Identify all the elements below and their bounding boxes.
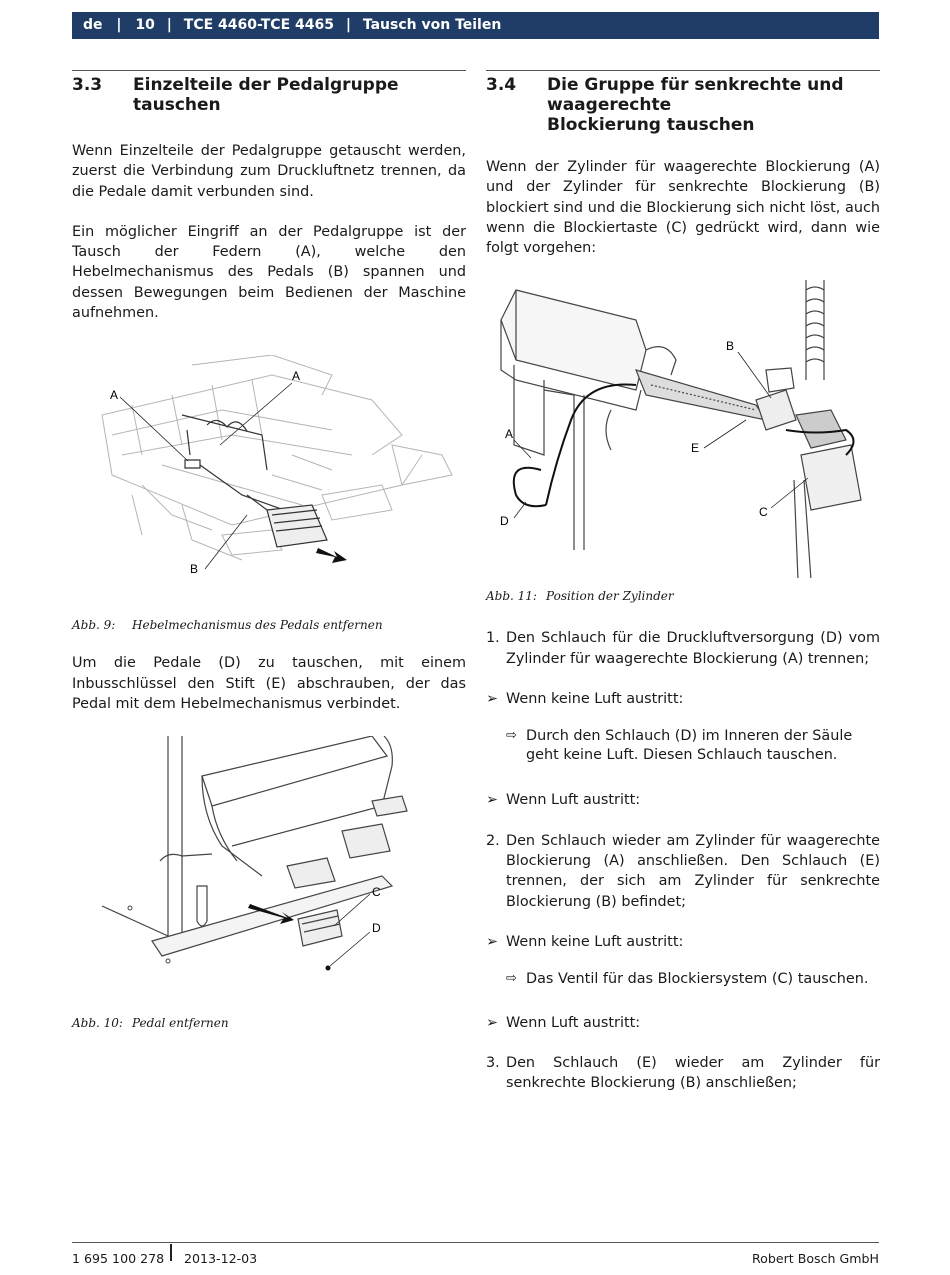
section-rule [72, 70, 466, 71]
paragraph: Ein möglicher Eingriff an der Pedalgruppe ist der Tausch der Federn (A), welche den Hebelmechanismus des Pedals (B) spannen und dessen Bewegungen beim Bedienen der Maschine aufnehmen. [72, 223, 466, 322]
figure-9 [72, 355, 466, 603]
callout-label: D [500, 514, 509, 529]
cylinder-position-illustration [486, 280, 880, 578]
arrowhead-icon: ➢ [486, 1014, 499, 1031]
document-number: 1 695 100 278 [72, 1251, 165, 1266]
arrowhead-icon: ➢ [486, 933, 499, 950]
callout-label: A [110, 388, 119, 403]
caption-number: Abb. 9: [72, 618, 116, 633]
figure-caption [72, 617, 466, 633]
paragraph: Wenn Einzelteile der Pedalgruppe getauscht werden, zuerst die Verbindung zum Druckluftnetz trennen, da die Pedale damit verbunden sind. [72, 143, 466, 200]
result-item [506, 970, 880, 989]
outline-arrow-icon: ⇨ [506, 971, 517, 987]
step-text: Den Schlauch für die Druckluftversorgung (D) vom Zylinder für waagerechte Blockierung (A) trennen; [506, 630, 880, 667]
callout-label: C [759, 505, 768, 520]
right-column [486, 70, 880, 1094]
callout-label: C [372, 885, 381, 900]
paragraph: Um die Pedale (D) zu tauschen, mit einem Inbusschlüssel den Stift (E) abschrauben, der das Pedal mit dem Hebelmechanismus verbindet. [72, 655, 466, 712]
arrowhead-icon: ➢ [486, 691, 499, 708]
result-text: Das Ventil für das Blockiersystem (C) tauschen. [526, 971, 869, 988]
section-title: Einzelteile der Pedalgruppe tauschen [133, 75, 399, 115]
section-rule [486, 70, 880, 71]
step-number: 3. [486, 1054, 500, 1071]
outline-arrow-icon: ⇨ [506, 728, 517, 744]
header-lang: de [83, 17, 103, 33]
result-item [506, 727, 880, 764]
step-item [486, 831, 880, 912]
figure-caption [486, 588, 880, 604]
callout-label: A [292, 369, 301, 384]
header-separator: | [166, 17, 172, 33]
callout-label: B [726, 339, 735, 354]
header-separator: | [116, 17, 122, 33]
caption-text: Hebelmechanismus des Pedals entfernen [132, 618, 383, 633]
caption-number: Abb. 11: [486, 589, 537, 604]
step-item [486, 628, 880, 669]
result-text: Durch den Schlauch (D) im Inneren der Säule geht keine Luft. Diesen Schlauch tauschen. [526, 728, 853, 763]
step-text: Den Schlauch (E) wieder am Zylinder für senkrechte Blockierung (B) anschließen; [506, 1054, 880, 1092]
footer-divider [170, 1244, 172, 1261]
figure-10 [72, 736, 466, 991]
condition-text: Wenn Luft austritt: [506, 1014, 641, 1031]
arrowhead-icon: ➢ [486, 792, 499, 809]
header-page-number: 10 [135, 17, 155, 33]
pedal-lever-illustration [72, 355, 466, 603]
header-chapter: Tausch von Teilen [362, 17, 502, 33]
figure-caption [72, 1015, 466, 1031]
callout-label: B [190, 562, 199, 577]
document-date: 2013-12-03 [184, 1251, 258, 1266]
condition-item [486, 689, 880, 709]
section-number: 3.4 [486, 75, 517, 95]
condition-text: Wenn keine Luft austritt: [506, 691, 684, 708]
condition-item [486, 1013, 880, 1033]
step-item [486, 1053, 880, 1094]
company-name: Robert Bosch GmbH [751, 1251, 879, 1266]
header-model: TCE 4460-TCE 4465 [183, 17, 334, 33]
left-column [72, 70, 466, 1031]
header-separator: | [345, 17, 351, 33]
step-number: 1. [486, 630, 500, 647]
caption-text: Pedal entfernen [132, 1016, 229, 1031]
callout-label: D [372, 921, 381, 936]
callout-label: E [691, 441, 700, 456]
section-heading-3-4 [486, 75, 880, 135]
section-heading-3-3 [72, 75, 466, 115]
step-number: 2. [486, 832, 500, 849]
condition-text: Wenn Luft austritt: [506, 792, 641, 809]
condition-text: Wenn keine Luft austritt: [506, 933, 684, 950]
section-title-line: Blockierung tauschen [547, 115, 755, 135]
caption-text: Position der Zylinder [546, 589, 674, 604]
condition-item [486, 790, 880, 810]
callout-label: A [505, 427, 514, 442]
section-title-line: Die Gruppe für senkrechte und waagerechte [547, 75, 844, 115]
condition-item [486, 932, 880, 952]
section-number: 3.3 [72, 75, 103, 95]
figure-11 [486, 280, 880, 578]
page-header [72, 12, 879, 39]
page-footer [72, 1242, 879, 1266]
caption-number: Abb. 10: [72, 1016, 123, 1031]
step-text: Den Schlauch wieder am Zylinder für waagerechte Blockierung (A) anschließen. Den Schlauch (E) trennen, der sich am Zylinder für senkrechte Blockierung (B) befindet; [506, 832, 880, 910]
section-title [547, 75, 880, 135]
paragraph: Wenn der Zylinder für waagerechte Blockierung (A) und der Zylinder für senkrechte Blockierung (B) blockiert sind und die Blockierung sich nicht löst, auch wenn die Blockiertaste (C) gedrückt wird, dann wie folgt vorgehen: [486, 159, 880, 257]
pedal-removal-illustration [72, 736, 466, 991]
